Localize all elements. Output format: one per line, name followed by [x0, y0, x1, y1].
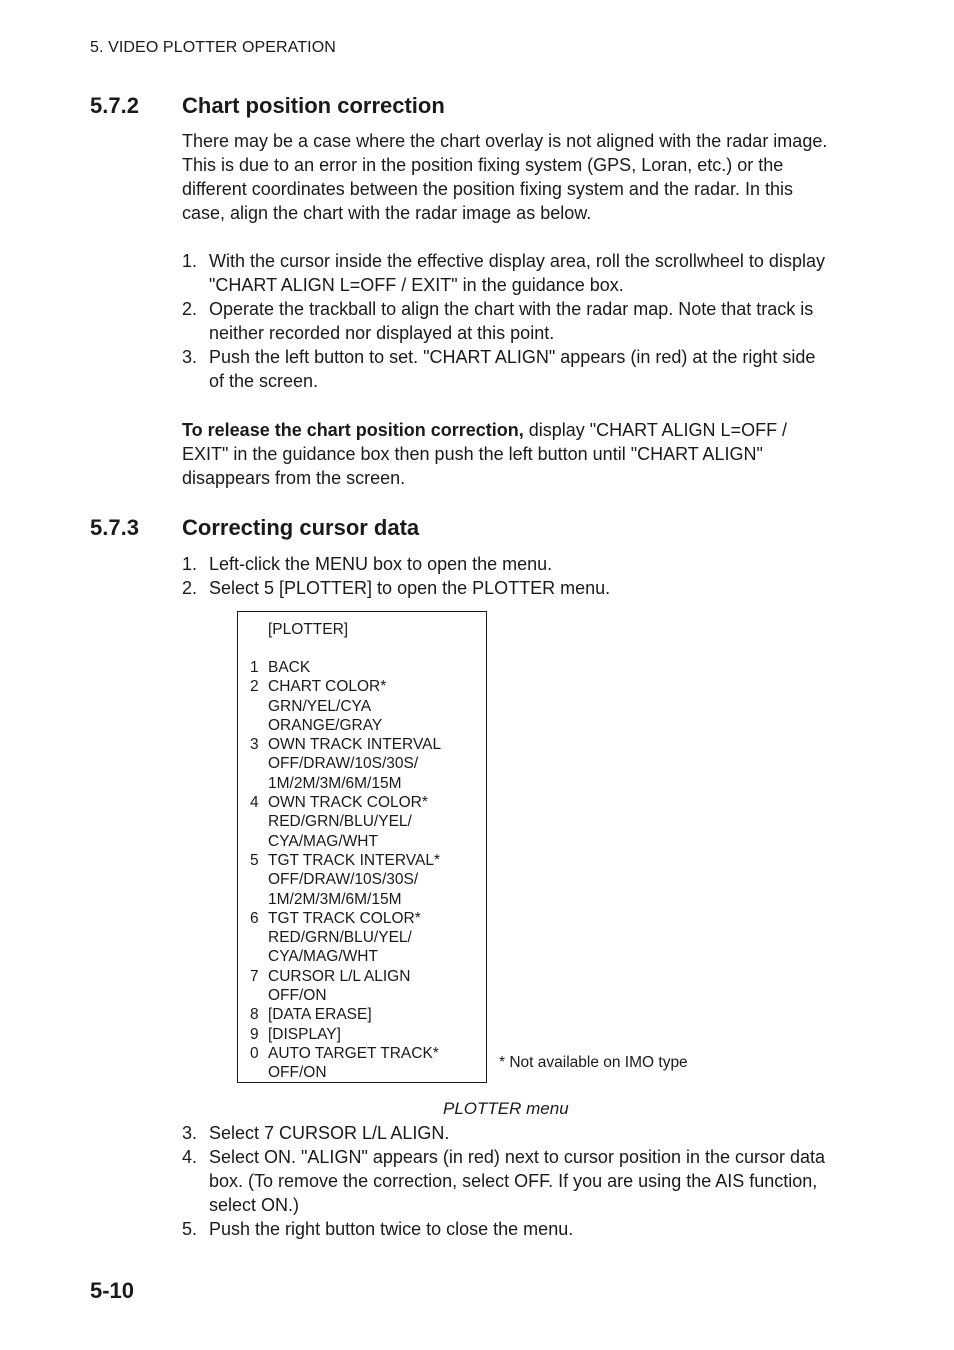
footnote: * Not available on IMO type	[499, 1054, 688, 1071]
menu-item	[250, 851, 441, 909]
step-text-line: select ON.)	[209, 1195, 300, 1215]
menu-item-label: CURSOR L/L ALIGN	[268, 967, 411, 985]
step-text-line: Select 5 [PLOTTER] to open the PLOTTER menu.	[209, 578, 611, 598]
menu-item-options: OFF/DRAW/10S/30S/	[268, 755, 419, 773]
menu-item-label: BACK	[268, 659, 311, 676]
menu-item-number: 9	[250, 1025, 259, 1043]
menu-item-number: 2	[250, 678, 259, 696]
menu-item-options: OFF/ON	[268, 987, 327, 1005]
step-number: 3.	[182, 1123, 198, 1143]
procedure-list	[182, 1121, 882, 1241]
step-number: 5.	[182, 1219, 198, 1239]
menu-title: [PLOTTER]	[268, 621, 349, 638]
step-text-line: of the screen.	[209, 371, 319, 391]
paragraph-line: different coordinates between the position fixing system and the radar. In this	[182, 179, 794, 199]
menu-item-number: 5	[250, 851, 259, 869]
menu-item-list	[250, 658, 441, 1083]
list-item	[182, 345, 882, 393]
list-item	[182, 576, 882, 600]
figure-caption: PLOTTER menu	[443, 1099, 569, 1118]
step-number: 2.	[182, 578, 198, 598]
section-title: Correcting cursor data	[182, 515, 420, 540]
menu-item-number: 0	[250, 1044, 259, 1062]
menu-item-number: 4	[250, 794, 259, 812]
list-item	[182, 1217, 882, 1241]
step-number: 1.	[182, 251, 198, 271]
step-text-line: Push the right button twice to close the menu.	[209, 1219, 574, 1239]
menu-item-label: [DISPLAY]	[268, 1025, 341, 1043]
menu-item-options: RED/GRN/BLU/YEL/	[268, 813, 412, 831]
menu-item	[250, 735, 441, 793]
running-head: 5. VIDEO PLOTTER OPERATION	[90, 39, 336, 56]
menu-item-options: CYA/MAG/WHT	[268, 948, 378, 966]
page-number: 5-10	[90, 1278, 135, 1303]
release-note-line: EXIT" in the guidance box then push the left button until "CHART ALIGN"	[182, 444, 763, 464]
menu-item	[250, 1044, 441, 1083]
menu-item-label: OWN TRACK INTERVAL	[268, 736, 442, 754]
release-note-line: disappears from the screen.	[182, 468, 406, 488]
paragraph-line: There may be a case where the chart overlay is not aligned with the radar image.	[182, 131, 828, 151]
menu-item-label: TGT TRACK INTERVAL*	[268, 851, 440, 869]
release-note-bold: To release the chart position correction,	[182, 420, 524, 440]
menu-item	[250, 1025, 441, 1044]
step-text-line: box. (To remove the correction, select OFF. If you are using the AIS function,	[209, 1171, 818, 1191]
menu-item-options: 1M/2M/3M/6M/15M	[268, 890, 402, 908]
menu-item-number: 6	[250, 909, 259, 927]
procedure-list	[182, 249, 882, 393]
menu-item-options: OFF/ON	[268, 1064, 327, 1082]
plotter-menu-box	[237, 611, 487, 1083]
menu-item-options: CYA/MAG/WHT	[268, 832, 378, 850]
menu-item-number: 1	[250, 659, 259, 676]
menu-item-label: OWN TRACK COLOR*	[268, 794, 428, 812]
release-note	[182, 418, 882, 490]
intro-paragraph	[182, 129, 882, 225]
procedure-list	[182, 552, 882, 600]
list-item	[182, 249, 882, 297]
section-number: 5.7.2	[90, 93, 139, 118]
menu-item	[250, 793, 441, 851]
menu-item-label: TGT TRACK COLOR*	[268, 909, 421, 927]
step-text-line: Push the left button to set. "CHART ALIGN" appears (in red) at the right side	[209, 347, 816, 367]
section-title: Chart position correction	[182, 93, 445, 118]
step-number: 1.	[182, 554, 198, 574]
menu-item-label: CHART COLOR*	[268, 678, 387, 696]
menu-item-number: 8	[250, 1006, 259, 1024]
menu-item	[250, 909, 441, 967]
menu-item-number: 7	[250, 967, 259, 985]
menu-item-options: ORANGE/GRAY	[268, 716, 383, 734]
menu-item-options: GRN/YEL/CYA	[268, 697, 372, 715]
paragraph-line: case, align the chart with the radar image as below.	[182, 203, 592, 223]
step-text-line: Select ON. "ALIGN" appears (in red) next to cursor position in the cursor data	[209, 1147, 826, 1167]
step-text-line: With the cursor inside the effective display area, roll the scrollwheel to display	[209, 251, 825, 271]
step-text-line: Select 7 CURSOR L/L ALIGN.	[209, 1123, 450, 1143]
menu-item-options: OFF/DRAW/10S/30S/	[268, 871, 419, 889]
menu-item-number: 3	[250, 736, 259, 754]
step-text-line: Left-click the MENU box to open the menu.	[209, 554, 553, 574]
menu-item-options: RED/GRN/BLU/YEL/	[268, 929, 412, 947]
menu-item	[250, 677, 441, 735]
list-item	[182, 1121, 882, 1145]
step-text-line: neither recorded nor displayed at this point.	[209, 323, 555, 343]
menu-item-label: [DATA ERASE]	[268, 1006, 372, 1024]
list-item	[182, 297, 882, 345]
step-text-line: "CHART ALIGN L=OFF / EXIT" in the guidance box.	[209, 275, 624, 295]
step-number: 4.	[182, 1147, 198, 1167]
step-number: 2.	[182, 299, 198, 319]
menu-item	[250, 658, 441, 677]
menu-item-options: 1M/2M/3M/6M/15M	[268, 774, 402, 792]
list-item	[182, 552, 882, 576]
menu-item-label: AUTO TARGET TRACK*	[268, 1044, 439, 1062]
section-number: 5.7.3	[90, 515, 139, 540]
step-number: 3.	[182, 347, 198, 367]
menu-item	[250, 1005, 441, 1024]
release-note-text: display "CHART ALIGN L=OFF /	[523, 420, 788, 440]
paragraph-line: This is due to an error in the position fixing system (GPS, Loran, etc.) or the	[182, 155, 784, 175]
list-item	[182, 1145, 882, 1217]
menu-item	[250, 967, 441, 1006]
step-text-line: Operate the trackball to align the chart with the radar map. Note that track is	[209, 299, 814, 319]
